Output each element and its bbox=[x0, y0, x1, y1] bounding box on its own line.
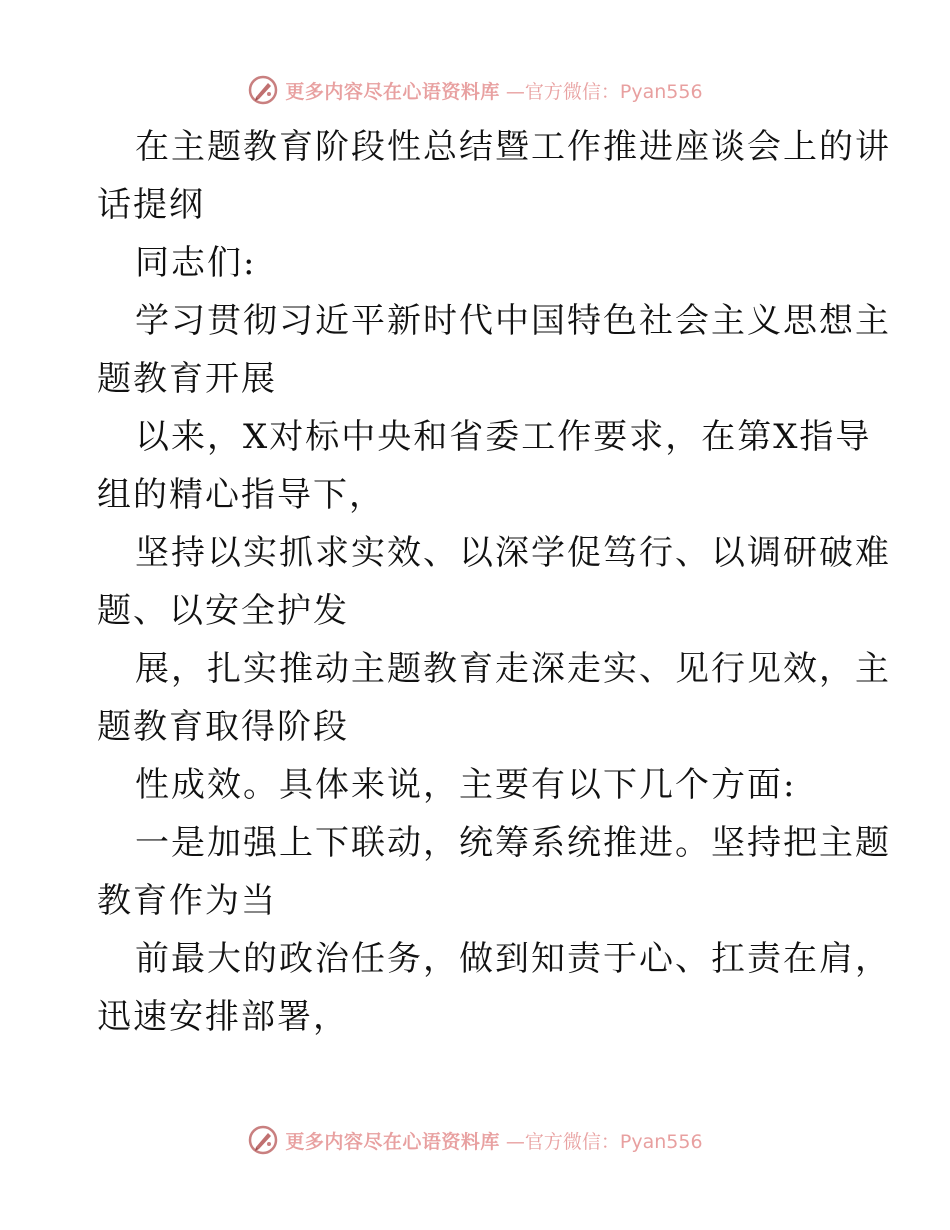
text-line: 学习贯彻习近平新时代中国特色社会主义思想主 bbox=[135, 301, 891, 341]
watermark-brand-text: 更多内容尽在心语资料库 bbox=[285, 1130, 500, 1153]
watermark-brand-text: 更多内容尽在心语资料库 bbox=[285, 80, 500, 103]
text-line: 一是加强上下联动，统筹系统推进。坚持把主题 bbox=[135, 823, 891, 863]
text-line: 题教育开展 bbox=[97, 359, 277, 399]
document-body bbox=[97, 118, 891, 1046]
text-line: 同志们: bbox=[135, 243, 257, 283]
text-line: 题、以安全护发 bbox=[97, 591, 349, 631]
text-line: 前最大的政治任务，做到知责于心、扛责在肩， bbox=[135, 939, 891, 979]
watermark-wechat-text: —官方微信：Pyan556 bbox=[505, 80, 703, 103]
watermark-wechat-text: —官方微信：Pyan556 bbox=[505, 1130, 703, 1153]
header-watermark bbox=[0, 70, 950, 110]
text-line: 坚持以实抓求实效、以深学促笃行、以调研破难 bbox=[135, 533, 891, 573]
text-line: 性成效。具体来说，主要有以下几个方面: bbox=[135, 765, 797, 805]
text-line: 题教育取得阶段 bbox=[97, 707, 349, 747]
text-line: 教育作为当 bbox=[97, 881, 277, 921]
pen-seal-icon bbox=[247, 1124, 279, 1156]
pen-seal-icon bbox=[247, 74, 279, 106]
text-line: 迅速安排部署， bbox=[97, 997, 349, 1037]
footer-watermark bbox=[0, 1120, 950, 1160]
text-line: 展，扎实推动主题教育走深走实、见行见效，主 bbox=[135, 649, 891, 689]
text-line: 组的精心指导下， bbox=[97, 475, 385, 515]
text-line: 以来，X对标中央和省委工作要求，在第X指导 bbox=[135, 417, 872, 457]
text-line: 在主题教育阶段性总结暨工作推进座谈会上的讲 bbox=[135, 127, 891, 167]
text-line: 话提纲 bbox=[97, 185, 205, 225]
